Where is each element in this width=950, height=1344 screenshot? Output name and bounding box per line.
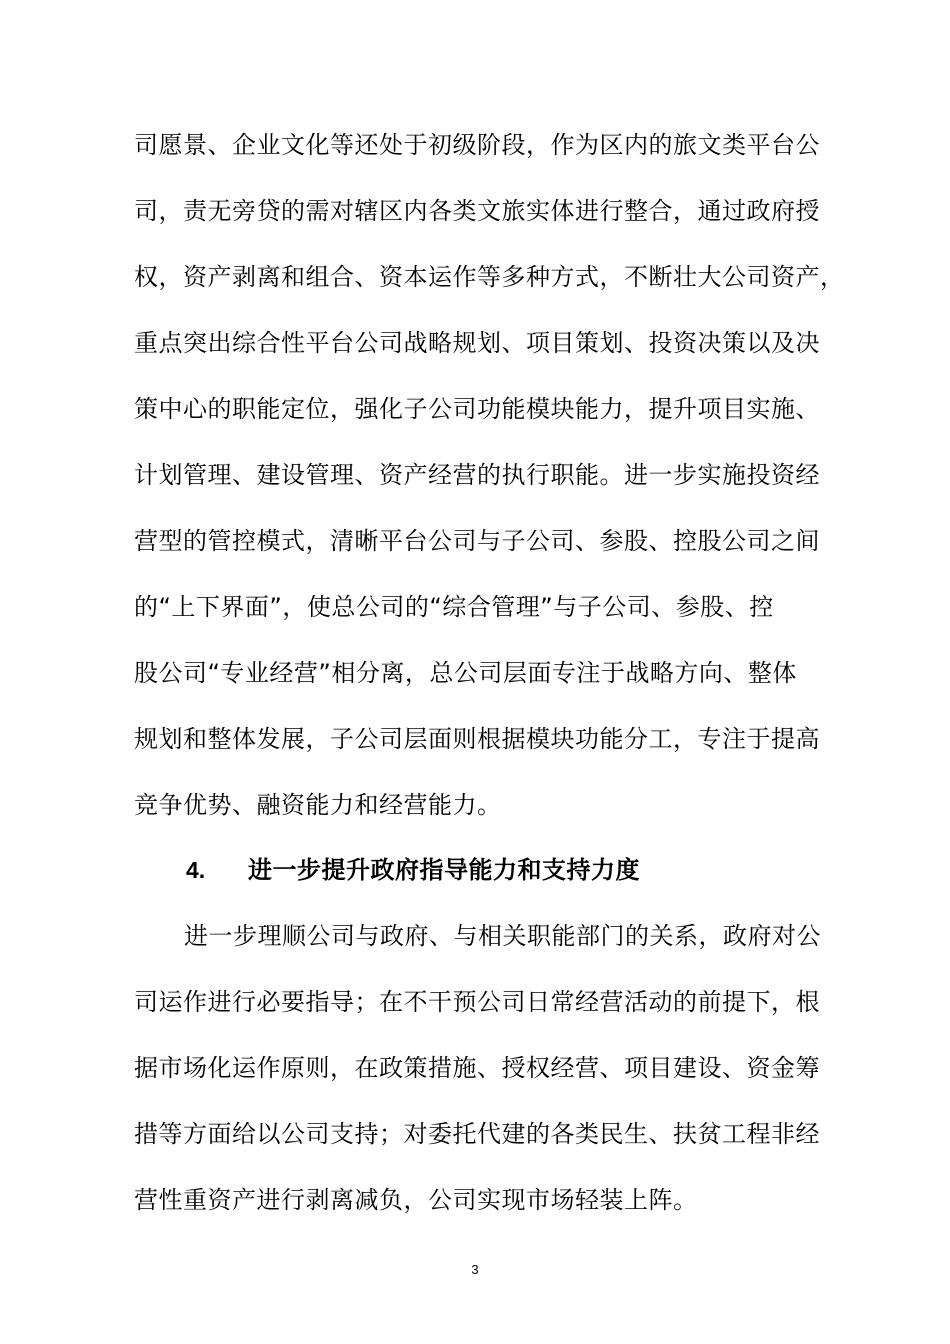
paragraph-line: 据市场化运作原则，在政策措施、授权经营、项目建设、资金筹 <box>134 1054 820 1082</box>
paragraph-line: 权，资产剥离和组合、资本运作等多种方式，不断壮大公司资产， <box>134 263 845 291</box>
paragraph-line: 司运作进行必要指导；在不干预公司日常经营活动的前提下，根 <box>134 988 820 1016</box>
paragraph-line: 策中心的职能定位，强化子公司功能模块能力，提升项目实施、 <box>134 395 820 423</box>
paragraph-line: 进一步理顺公司与政府、与相关职能部门的关系，政府对公 <box>184 922 821 950</box>
page-number: 3 <box>471 1262 479 1277</box>
paragraph-line: 计划管理、建设管理、资产经营的执行职能。进一步实施投资经 <box>134 461 820 489</box>
paragraph-line: 竞争优势、融资能力和经营能力。 <box>134 791 502 819</box>
paragraph-line: 的“上下界面”，使总公司的“综合管理”与子公司、参股、控 <box>134 593 774 621</box>
paragraph-line: 营型的管控模式，清晰平台公司与子公司、参股、控股公司之间 <box>134 527 820 555</box>
paragraph-line: 营性重资产进行剥离减负，公司实现市场轻装上阵。 <box>134 1186 698 1214</box>
paragraph-line: 司，责无旁贷的需对辖区内各类文旅实体进行整合，通过政府授 <box>134 197 820 225</box>
heading-title: 进一步提升政府指导能力和支持力度 <box>248 856 640 884</box>
paragraph-line: 重点突出综合性平台公司战略规划、项目策划、投资决策以及决 <box>134 329 820 357</box>
paragraph-line: 措等方面给以公司支持；对委托代建的各类民生、扶贫工程非经 <box>134 1120 820 1148</box>
paragraph-line: 规划和整体发展，子公司层面则根据模块功能分工，专注于提高 <box>134 725 820 753</box>
heading-number: 4. <box>186 857 206 883</box>
paragraph-line: 司愿景、企业文化等还处于初级阶段，作为区内的旅文类平台公 <box>134 131 820 159</box>
paragraph-line: 股公司“专业经营”相分离，总公司层面专注于战略方向、整体 <box>134 659 797 687</box>
